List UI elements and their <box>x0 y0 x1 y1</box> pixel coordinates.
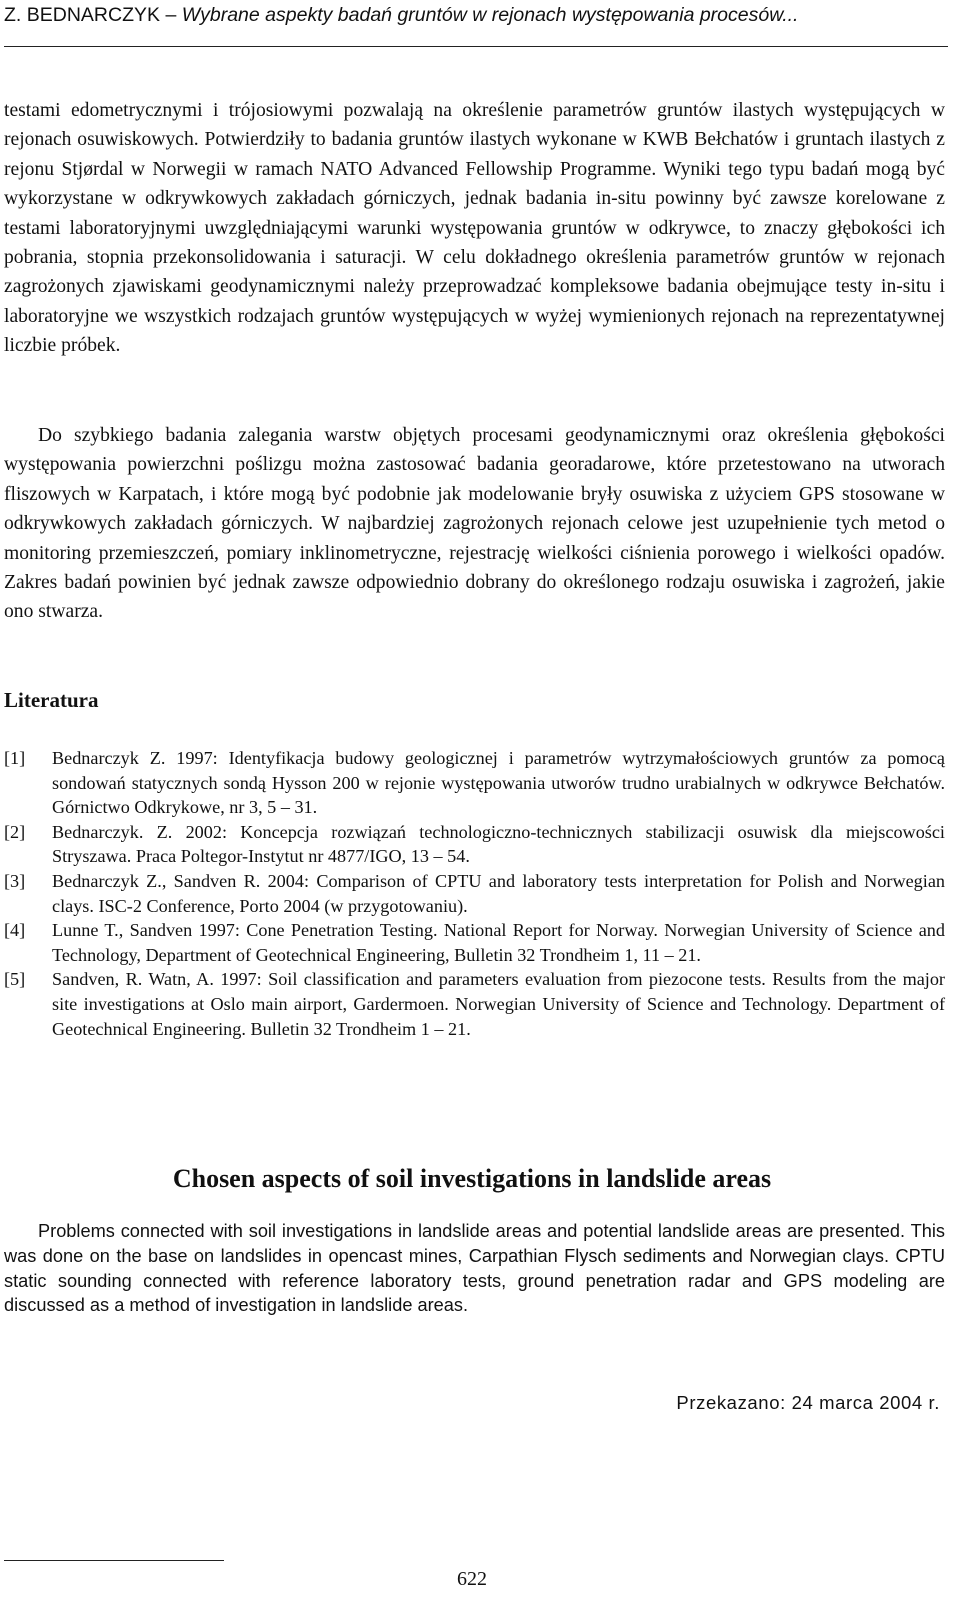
reference-item <box>4 746 945 820</box>
reference-text: Sandven, R. Watn, A. 1997: Soil classification and parameters evaluation from piezocone tests. Results from the major site investigations at Oslo main airport, Gardermoen. Norwegian University of Science and Technology. Department of Geotechnical Engineering. Bulletin 32 Trondheim 1 – 21. <box>52 969 945 1039</box>
reference-text: Bednarczyk. Z. 2002: Koncepcja rozwiązań technologiczno-technicznych stabilizacji osuwisk dla miejscowości Stryszawa. Praca Poltegor-Instytut nr 4877/IGO, 13 – 54. <box>52 821 945 867</box>
header-author: Z. BEDNARCZYK <box>4 4 161 26</box>
english-title: Chosen aspects of soil investigations in landslide areas <box>172 1164 772 1193</box>
literature-heading: Literatura <box>4 688 99 712</box>
reference-number: [5] <box>4 969 26 990</box>
reference-text: Lunne T., Sandven 1997: Cone Penetration Testing. National Report for Norway. Norwegian University of Science and Technology, Department of Geotechnical Engineering, Bulletin 32 Trondheim 1, 11 – 21. <box>52 920 945 965</box>
reference-text: Bednarczyk Z., Sandven R. 2004: Comparison of CPTU and laboratory tests interpretation for Polish and Norwegian clays. ISC-2 Conference, Porto 2004 (w przygotowaniu). <box>52 870 945 916</box>
reference-text: Bednarczyk Z. 1997: Identyfikacja budowy geologicznej i parametrów wytrzymałościowych gruntów za pomocą sondowań statycznych sondą Hysson 200 w rejonie występowania utworów trudno urabialnych w odkrywce Bełchatów. Górnictwo Odkrykowe, nr 3, 5 – 31. <box>52 748 945 818</box>
header-rule <box>4 46 948 47</box>
english-abstract: Problems connected with soil investigations in landslide areas and potential landslide areas are presented. This was done on the base on landslides in opencast mines, Carpathian Flysch sediments and Norwegian clays. CPTU static sounding connected with reference laboratory tests, ground penetration radar and GPS modeling are discussed as a method of investigation in landslide areas. <box>4 1221 945 1316</box>
body-paragraph-2: Do szybkiego badania zalegania warstw objętych procesami geodynamicznymi oraz określenia głębokości występowania powierzchni poślizgu można zastosować badania georadarowe, które przetestowano na utworach fliszowych w Karpatach, i które mogą być podobnie jak modelowanie bryły osuwiska z użyciem GPS stosowane w odkrywkowych zakładach górniczych. W najbardziej zagrożonych rejonach celowe jest uzupełnienie tych metod o monitoring przemieszczeń, pomiary inklinometryczne, rejestrację wielkości ciśnienia porowego i wielkości opadów. Zakres badań powinien być jednak zawsze odpowiednio dobrany do określonego rodzaju osuwiska i zagrożeń, jakie ono stwarza. <box>4 425 945 623</box>
reference-item <box>4 869 945 918</box>
reference-list <box>4 746 945 1041</box>
body-paragraph-1: testami edometrycznymi i trójosiowymi pozwalają na określenie parametrów gruntów ilastych występujących w rejonach osuwiskowych. Potwierdziły to badania gruntów ilastych wykonane w KWB Bełchatów i gruntach ilastych z rejonu Stjørdal w Norwegii w ramach NATO Advanced Fellowship Programme. Wyniki tego typu badań mogą być wykorzystane w odkrywkowych zakładach górniczych, jednak badania in-situ powinny być zawsze korelowane z testami laboratoryjnymi uwzględniającymi warunki występowania gruntów w odkrywce, to znaczy głębokości ich pobrania, stopnia przekonsolidowania i saturacji. W celu dokładnego określenia parametrów gruntów w rejonach zagrożonych zjawiskami geodynamicznymi należy przeprowadzać kompleksowe badania obejmujące testy in-situ i laboratoryjne we wszystkich rodzajach gruntów występujących w wyżej wymienionych rejonach na reprezentatywnej liczbie próbek. <box>4 100 945 357</box>
received-date: Przekazano: 24 marca 2004 r. <box>676 1392 940 1413</box>
reference-item <box>4 967 945 1041</box>
body-section-2 <box>4 421 945 627</box>
reference-number: [1] <box>4 748 26 768</box>
header-title: Wybrane aspekty badań gruntów w rejonach występowania procesów... <box>181 4 799 26</box>
reference-item <box>4 820 945 869</box>
reference-number: [4] <box>4 920 26 941</box>
body-section-1 <box>4 96 945 361</box>
page-number: 622 <box>457 1568 487 1590</box>
running-header <box>4 2 948 28</box>
footer-rule <box>4 1560 224 1561</box>
reference-number: [3] <box>4 870 26 891</box>
header-separator: – <box>160 4 182 26</box>
reference-number: [2] <box>4 821 26 842</box>
reference-item <box>4 918 945 967</box>
